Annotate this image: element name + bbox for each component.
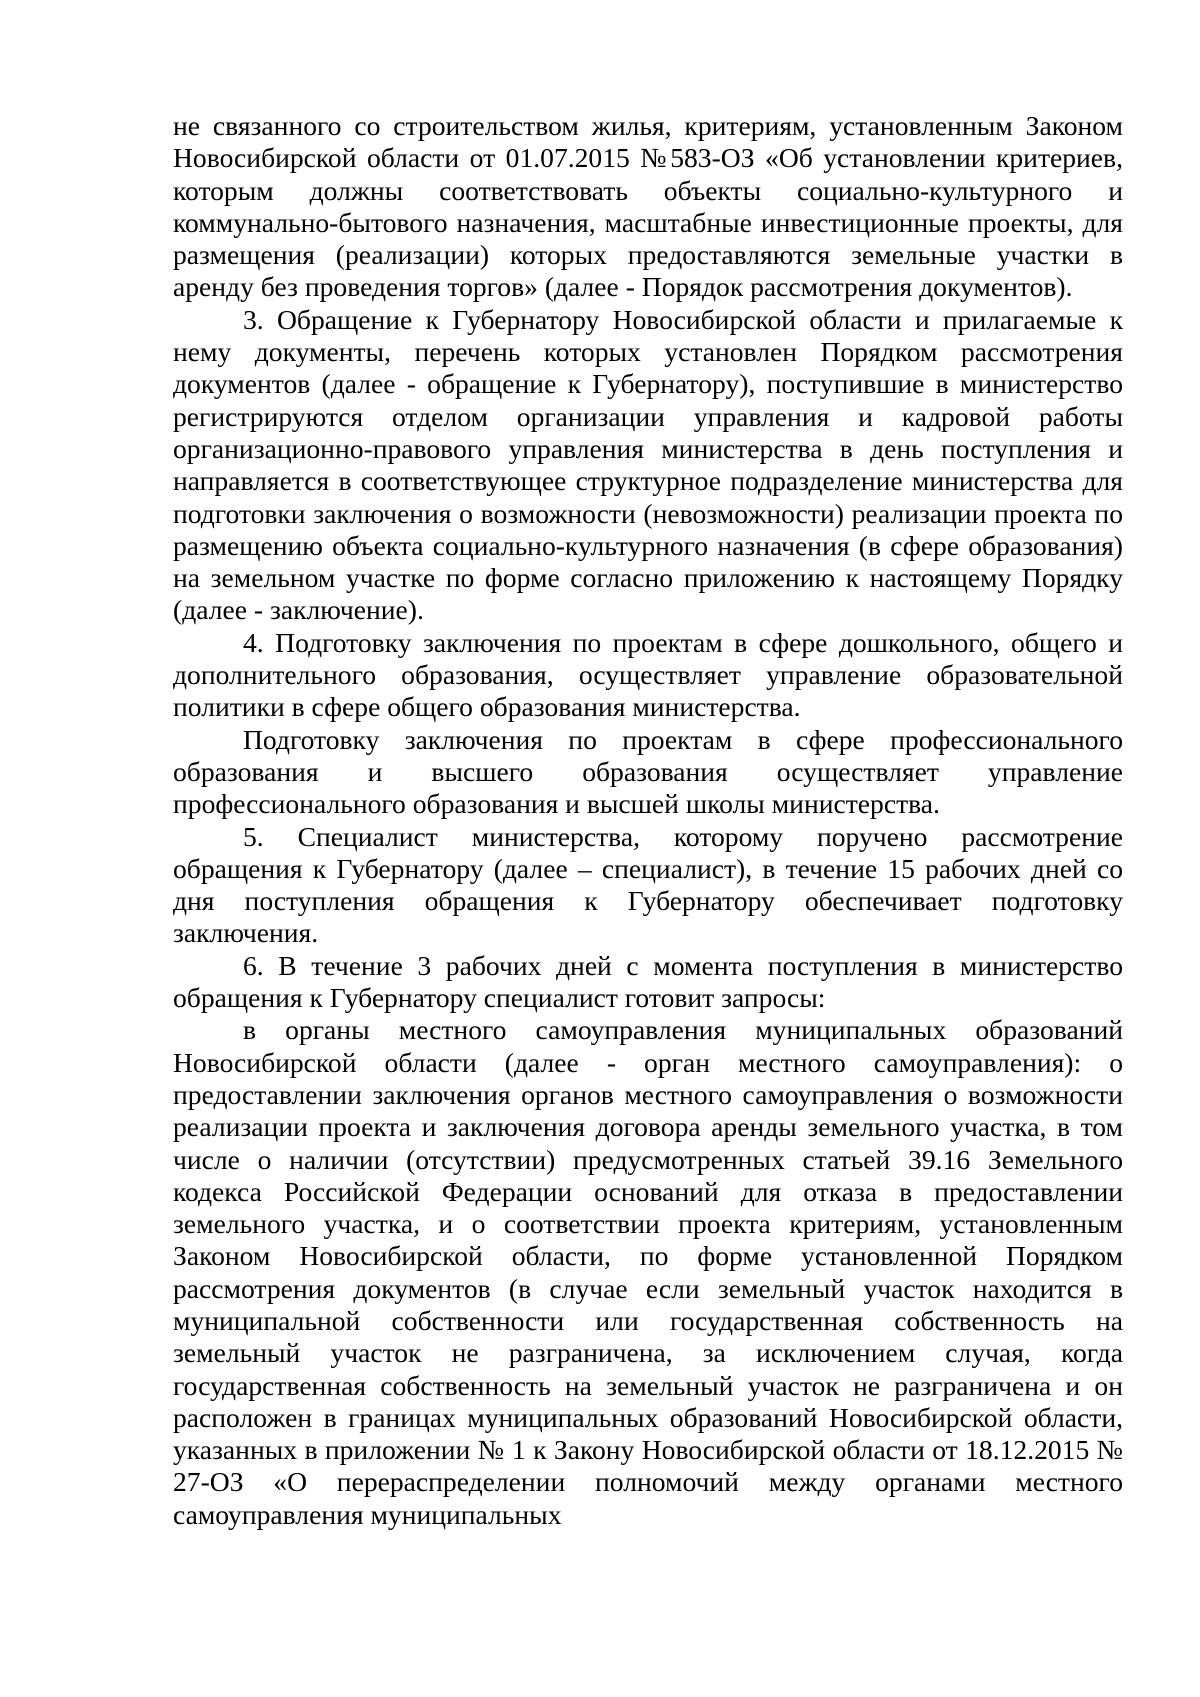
paragraph-item-3: 3. Обращение к Губернатору Новосибирской области и прилагаемые к нему документы, перечень которых установлен Порядком рассмотрения документов (далее - обращение к Губернатору), поступившие в министерство регистрируются отделом организации управления и кадровой работы организационно-правового управления министерства в день поступления и направляется в соответствующее структурное подразделение министерства для подготовки заключения о возможности (невозможности) реализации проекта по размещению объекта социально-культурного назначения (в сфере образования) на земельном участке по форме согласно приложению к настоящему Порядку (далее - заключение). bbox=[173, 303, 1123, 626]
document-page bbox=[173, 110, 1123, 1531]
paragraph-item-4: 4. Подготовку заключения по проектам в сфере дошкольного, общего и дополнительного образования, осуществляет управление образовательной политики в сфере общего образования министерства. bbox=[173, 626, 1123, 723]
paragraph-item-6-local-authorities: в органы местного самоуправления муниципальных образований Новосибирской области (далее - орган местного самоуправления): о предоставлении заключения органов местного самоуправления о возможности реализации проекта и заключения договора аренды земельного участка, в том числе о наличии (отсутствии) предусмотренных статьей 39.16 Земельного кодекса Российской Федерации оснований для отказа в предоставлении земельного участка, и о соответствии проекта критериям, установленным Законом Новосибирской области, по форме установленной Порядком рассмотрения документов (в случае если земельный участок находится в муниципальной собственности или государственная собственность на земельный участок не разграничена, за исключением случая, когда государственная собственность на земельный участок не разграничена и он расположен в границах муниципальных образований Новосибирской области, указанных в приложении № 1 к Закону Новосибирской области от 18.12.2015 № 27-ОЗ «О перераспределении полномочий между органами местного самоуправления муниципальных bbox=[173, 1014, 1123, 1530]
paragraph-item-5: 5. Специалист министерства, которому поручено рассмотрение обращения к Губернатору (далее – специалист), в течение 15 рабочих дней со дня поступления обращения к Губернатору обеспечивает подготовку заключения. bbox=[173, 820, 1123, 949]
paragraph-item-6: 6. В течение 3 рабочих дней с момента поступления в министерство обращения к Губернатору специалист готовит запросы: bbox=[173, 949, 1123, 1014]
paragraph-item-4-professional: Подготовку заключения по проектам в сфере профессионального образования и высшего образования осуществляет управление профессионального образования и высшей школы министерства. bbox=[173, 723, 1123, 820]
paragraph-continuation: не связанного со строительством жилья, критериям, установленным Законом Новосибирской области от 01.07.2015 №583-ОЗ «Об установлении критериев, которым должны соответствовать объекты социально-культурного и коммунально-бытового назначения, масштабные инвестиционные проекты, для размещения (реализации) которых предоставляются земельные участки в аренду без проведения торгов» (далее - Порядок рассмотрения документов). bbox=[173, 110, 1123, 303]
